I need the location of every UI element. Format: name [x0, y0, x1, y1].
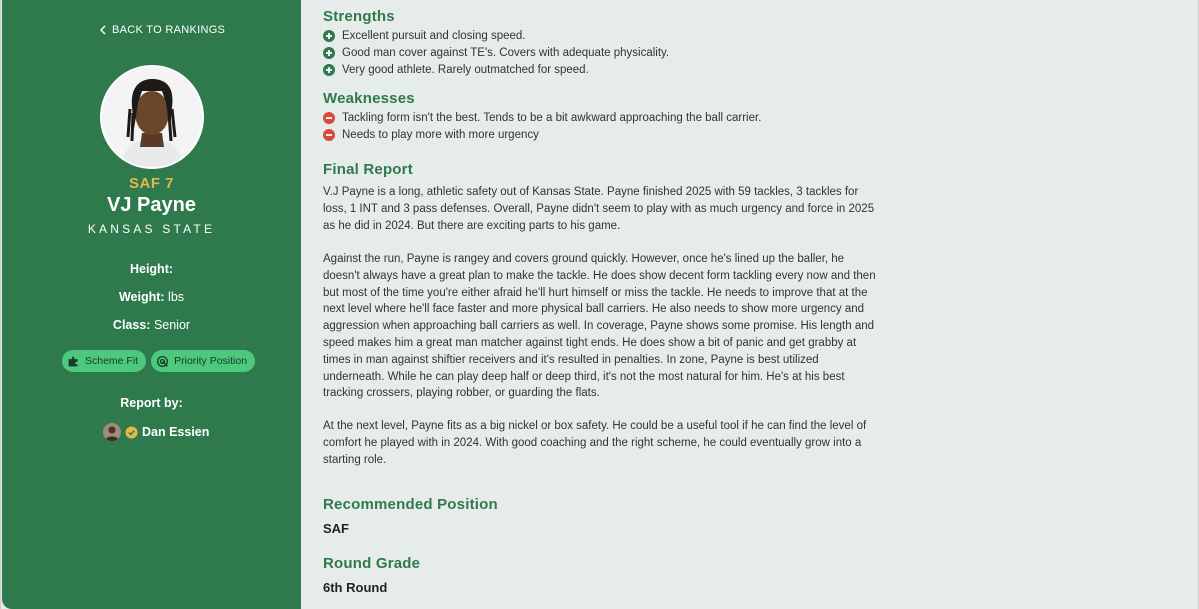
plus-circle-icon [323, 64, 335, 76]
weaknesses-item-text: Needs to play more with more urgency [342, 129, 539, 141]
weaknesses-heading: Weaknesses [323, 90, 415, 107]
scheme-fit-chip[interactable] [62, 350, 146, 372]
strengths-item-text: Very good athlete. Rarely outmatched for speed. [342, 64, 589, 76]
round-grade-heading: Round Grade [323, 555, 421, 572]
strengths-item-text: Good man cover against TE's. Covers with adequate physicality. [342, 47, 670, 59]
weaknesses-item [323, 112, 761, 124]
height-label: Height [129, 262, 169, 276]
player-avatar [100, 65, 204, 169]
tag-chips [62, 350, 255, 372]
back-to-rankings-link[interactable] [100, 24, 225, 36]
report-by-label: Report by: [120, 396, 183, 410]
height-row: Height: [129, 262, 174, 276]
round-grade-value: 6th Round [323, 580, 388, 595]
player-name: VJ Payne [107, 194, 196, 216]
class-value: Senior [153, 318, 191, 332]
scheme-fit-label: Scheme Fit [85, 355, 139, 367]
player-sidebar [2, 0, 301, 609]
target-icon [156, 355, 169, 368]
weaknesses-item [323, 129, 539, 141]
position-rank: SAF 7 [128, 175, 174, 192]
recommended-position-heading: Recommended Position [323, 496, 498, 513]
back-label: BACK TO RANKINGS [112, 24, 226, 36]
final-report-heading: Final Report [323, 161, 413, 178]
plus-circle-icon [323, 30, 335, 42]
player-photo [102, 67, 202, 167]
priority-position-chip[interactable] [151, 350, 255, 372]
strengths-heading: Strengths [323, 8, 395, 25]
weaknesses-item-text: Tackling form isn't the best. Tends to be a bit awkward approaching the ball carrier. [342, 112, 762, 124]
plus-circle-icon [323, 47, 335, 59]
strengths-item [323, 30, 525, 42]
strengths-item [323, 64, 589, 76]
author-link[interactable] [103, 423, 209, 441]
puzzle-icon [67, 355, 80, 368]
weight-value: lbs [168, 290, 185, 304]
author-name: Dan Essien [142, 425, 210, 439]
report-paragraph-2: Against the run, Payne is rangey and covers ground quickly. However, once he's lined up the baller, he doesn't always have a great plan to make the tackle. He does show decent form tackling every now and then but most of the time you're either afraid he'll hurt himself or miss the tackle. He needs to improve that at the next level where he'll face faster and more physical ball carriers. He also needs to show more urgency and aggression when approaching ball carriers as well. In coverage, Payne shows some promise. His length and speed makes him a great man matcher against tight ends. He does show a bit of panic and get grabby at times in man against shiftier receivers and it's resulted in penalties. In zone, Payne is best utilized underneath. While he can play deep half or deep third, it's not the most natural for him. He's at his best tracking crossers, playing robber, or guarding the flats. [323, 253, 876, 400]
priority-position-label: Priority Position [174, 355, 248, 367]
player-school: KANSAS STATE [87, 222, 216, 236]
chevron-left-icon [100, 25, 106, 35]
author-avatar [103, 423, 121, 441]
weight-row: Weight: lbs [118, 290, 185, 304]
report-paragraph-3: At the next level, Payne fits as a big nickel or box safety. He could be a useful tool if he can find the level of comfort he played with in 2024. With good coaching and the right scheme, he could eventually grow into a starting role. [323, 420, 867, 466]
strengths-item-text: Excellent pursuit and closing speed. [342, 30, 526, 42]
class-label: Class [112, 318, 147, 332]
strengths-item [323, 47, 669, 59]
minus-circle-icon [323, 112, 335, 124]
recommended-position-value: SAF [323, 521, 349, 536]
minus-circle-icon [323, 129, 335, 141]
verified-badge-icon [125, 426, 138, 439]
report-paragraph-1: V.J Payne is a long, athletic safety out of Kansas State. Payne finished 2025 with 59 tackles, 3 tackles for loss, 1 INT and 3 pass defenses. Overall, Payne didn't seem to play with as much urgency and force in 2025 as he did in 2024. But there are exciting parts to his game. [323, 186, 875, 232]
class-row: Class: Senior [112, 318, 191, 332]
weight-label: Weight [118, 290, 161, 304]
